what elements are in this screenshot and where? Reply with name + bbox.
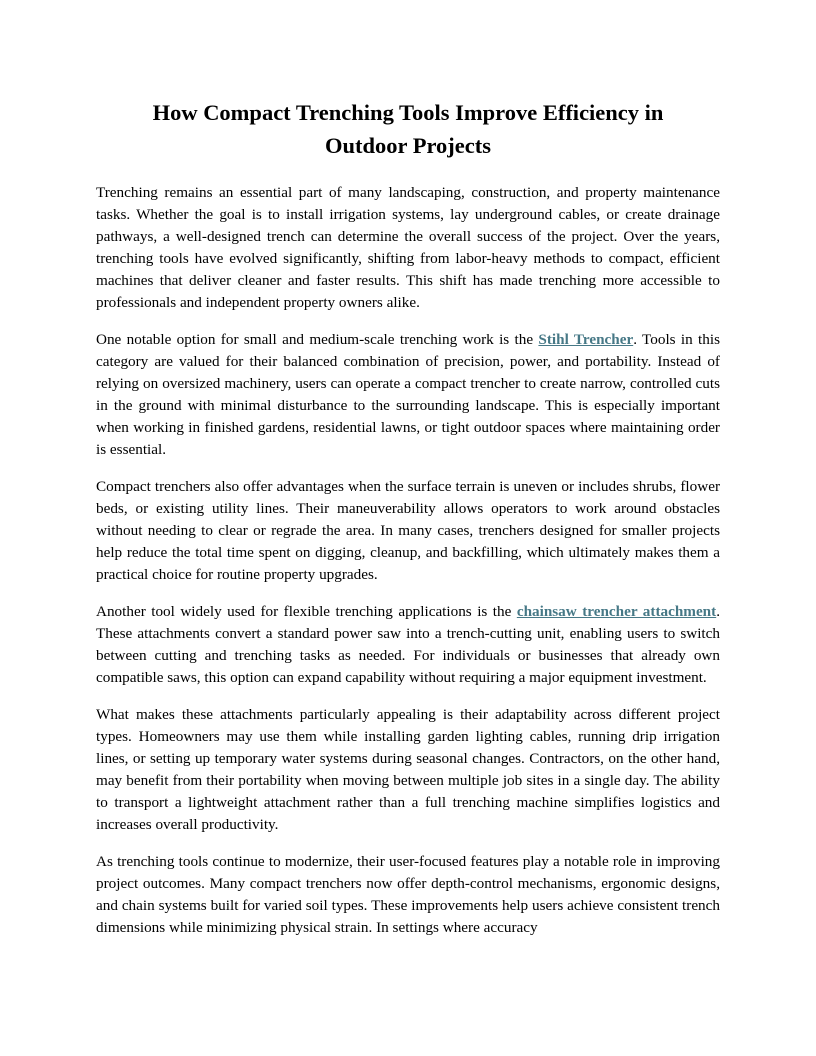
paragraph-text: Another tool widely used for flexible trenching applications is the bbox=[96, 603, 517, 620]
document-page bbox=[96, 96, 720, 954]
paragraph-1: Trenching remains an essential part of many landscaping, construction, and property maintenance tasks. Whether the goal is to install irrigation systems, lay underground cables, or create drainage pathways, a well-designed trench can determine the overall success of the project. Over the years, trenching tools have evolved significantly, shifting from labor-heavy methods to compact, efficient machines that deliver cleaner and faster results. This shift has made trenching more accessible to professionals and independent property owners alike. bbox=[96, 184, 720, 311]
paragraph-2 bbox=[96, 329, 720, 461]
paragraph-3: Compact trenchers also offer advantages when the surface terrain is uneven or includes shrubs, flower beds, or existing utility lines. Their maneuverability allows operators to work around obstacles without needing to clear or regrade the area. In many cases, trenchers designed for smaller projects help reduce the total time spent on digging, cleanup, and backfilling, which ultimately makes them a practical choice for routine property upgrades. bbox=[96, 478, 720, 583]
paragraph-4 bbox=[96, 601, 720, 689]
paragraph-text: . Tools in this category are valued for their balanced combination of precision, power, and portability. Instead of relying on oversized machinery, users can operate a compact trencher to create narrow, controlled cuts in the ground with minimal disturbance to the surrounding landscape. This is especially important when working in finished gardens, residential lawns, or tight outdoor spaces where maintaining order is essential. bbox=[96, 331, 721, 458]
paragraph-5: What makes these attachments particularly appealing is their adaptability across different project types. Homeowners may use them while installing garden lighting cables, running drip irrigation lines, or setting up temporary water systems during seasonal changes. Contractors, on the other hand, may benefit from their portability when moving between multiple job sites in a single day. The ability to transport a lightweight attachment rather than a full trenching machine simplifies logistics and increases overall productivity. bbox=[96, 706, 720, 833]
paragraph-text: One notable option for small and medium-scale trenching work is the bbox=[96, 331, 539, 348]
paragraph-text: . These attachments convert a standard power saw into a trench-cutting unit, enabling users to switch between cutting and trenching tasks as needed. For individuals or businesses that already own compatible saws, this option can expand capability without requiring a major equipment investment. bbox=[96, 603, 720, 686]
paragraph-6: As trenching tools continue to modernize, their user-focused features play a notable role in improving project outcomes. Many compact trenchers now offer depth-control mechanisms, ergonomic designs, and chain systems built for varied soil types. These improvements help users achieve consistent trench dimensions while minimizing physical strain. In settings where accuracy bbox=[96, 853, 720, 936]
page-title: How Compact Trenching Tools Improve Efficiency in Outdoor Projects bbox=[152, 100, 664, 158]
chainsaw-trencher-attachment-link[interactable]: chainsaw trencher attachment bbox=[516, 603, 717, 620]
stihl-trencher-link[interactable]: Stihl Trencher bbox=[538, 331, 634, 348]
